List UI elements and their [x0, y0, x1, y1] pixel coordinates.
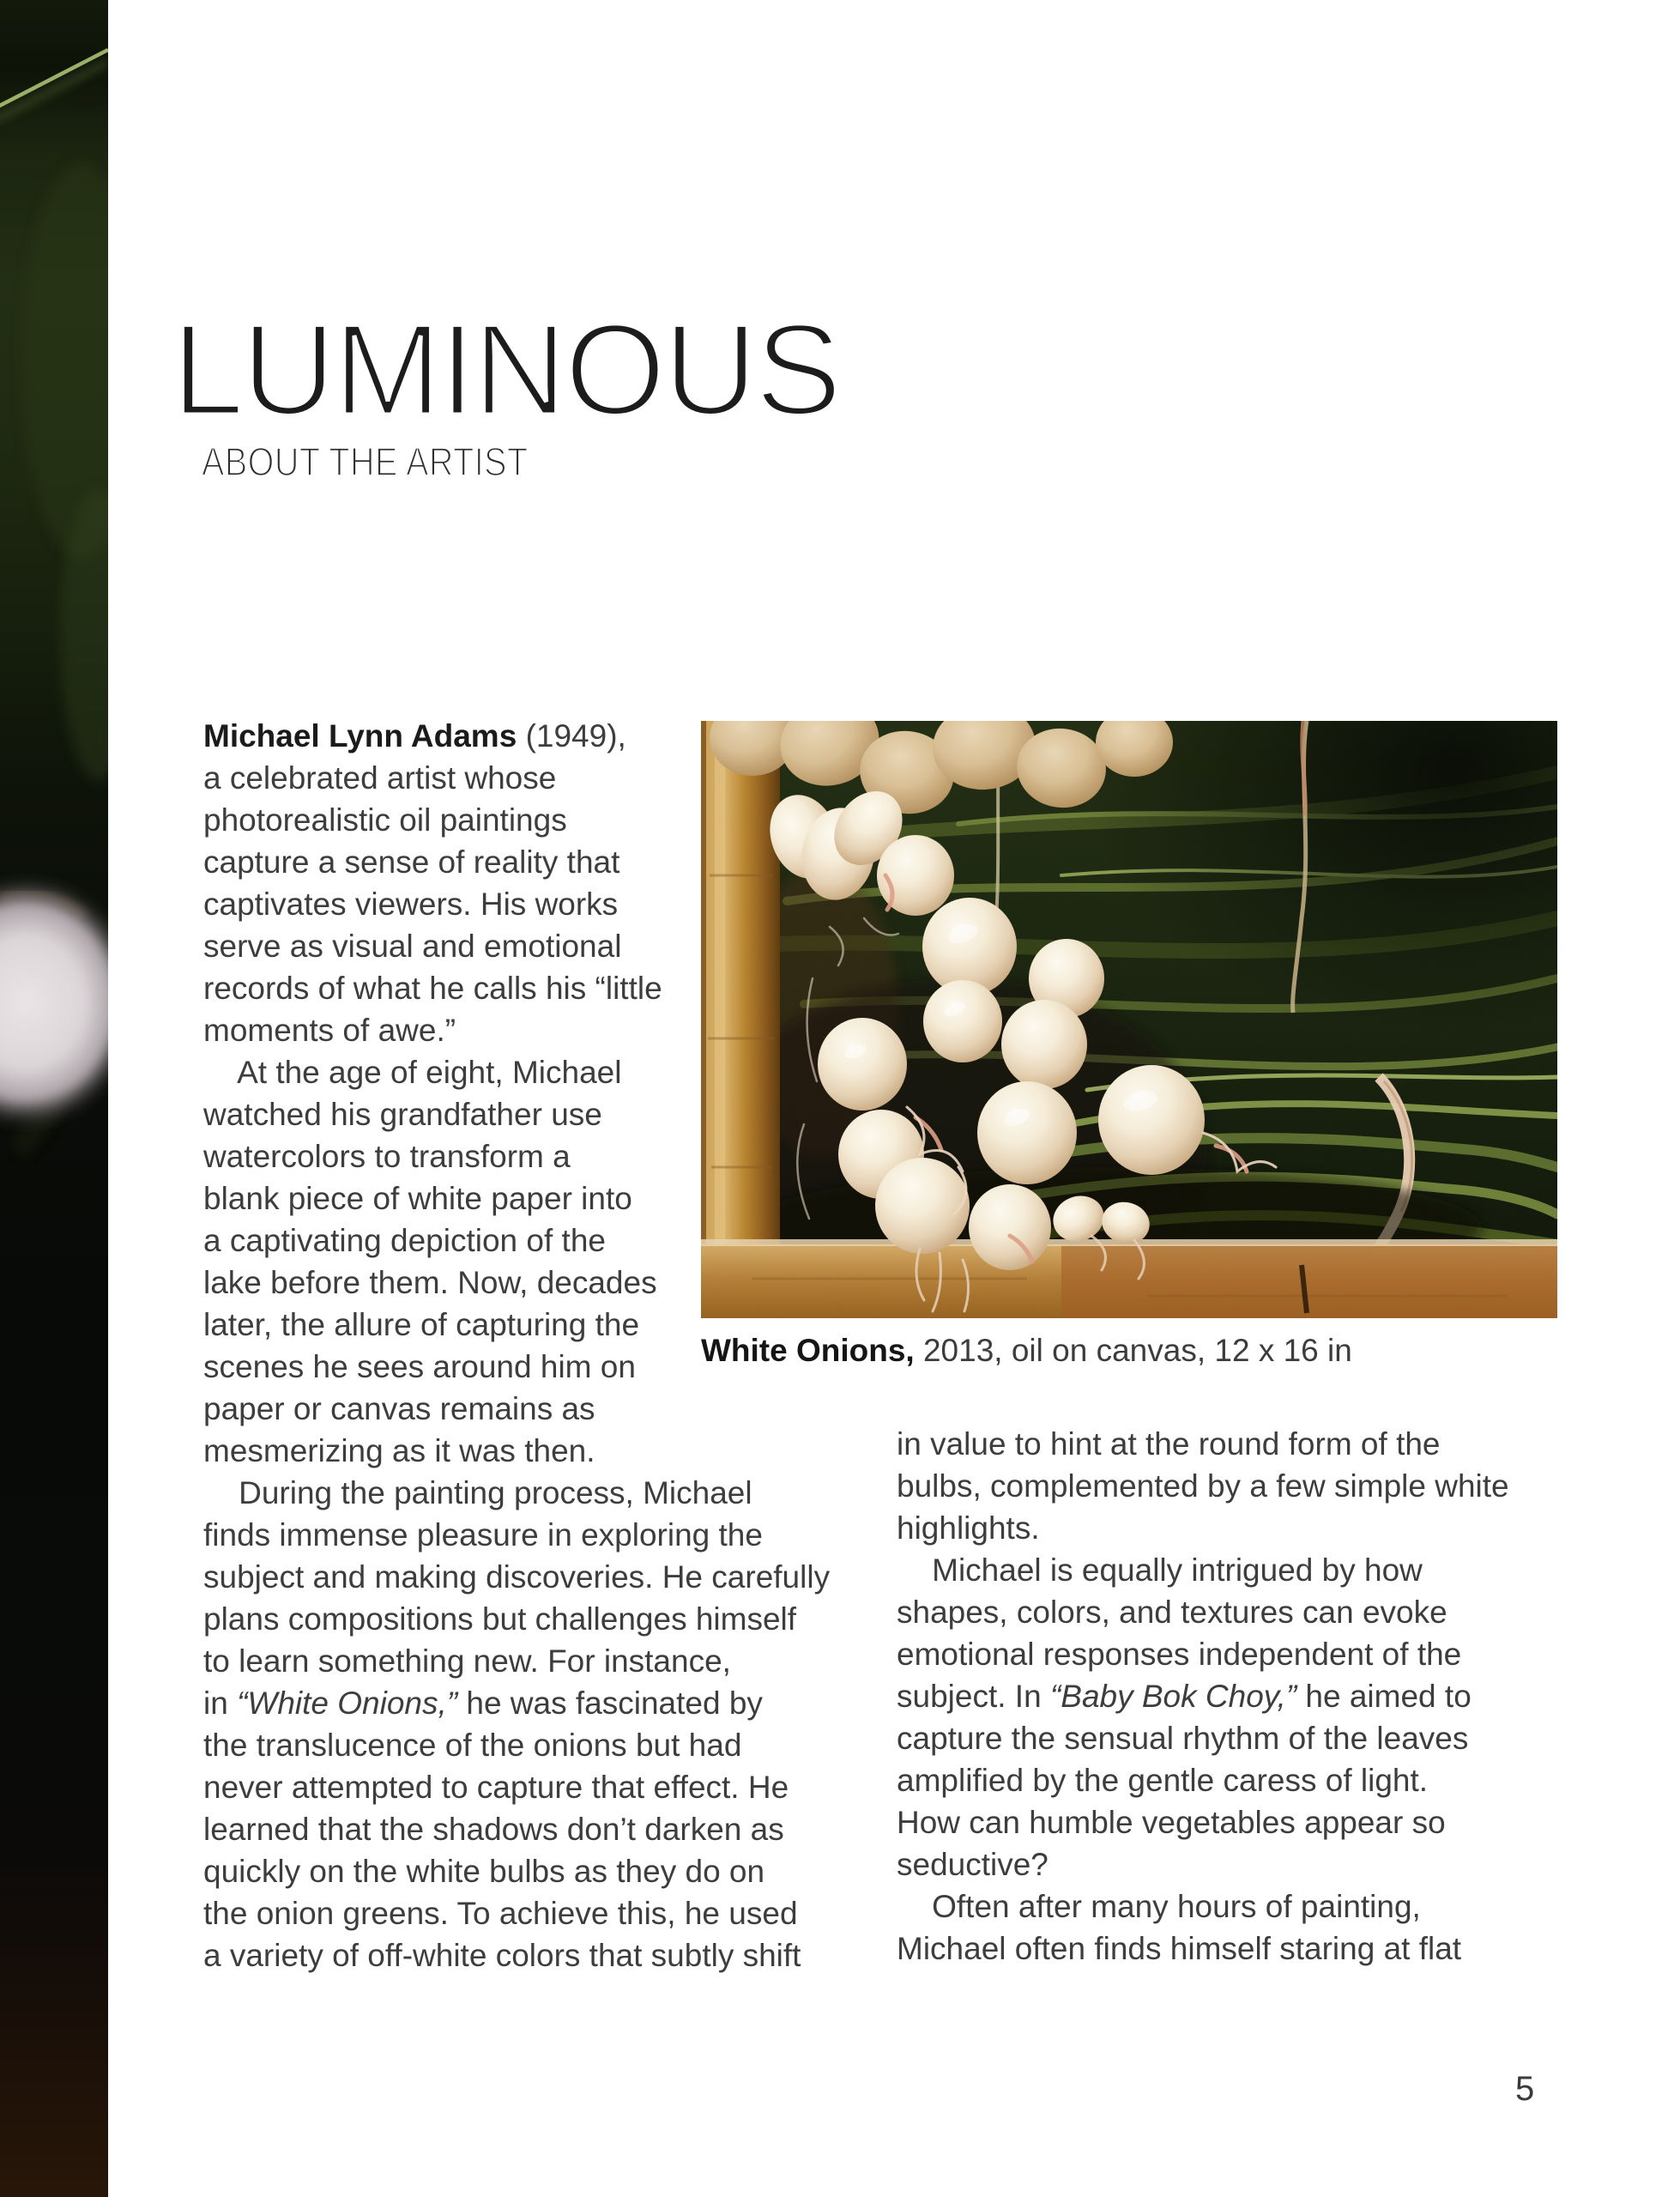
text-line: highlights.	[897, 1510, 1040, 1546]
text-line: seductive?	[897, 1847, 1048, 1882]
text-line: in “White Onions,” he was fascinated by	[203, 1686, 763, 1721]
text-line: paper or canvas remains as	[203, 1391, 595, 1426]
text-line: learned that the shadows don’t darken as	[203, 1812, 784, 1847]
page-number: 5	[1515, 2070, 1535, 2108]
text-line: the onion greens. To achieve this, he used	[203, 1896, 798, 1931]
text-line: Michael Lynn Adams (1949),	[203, 718, 626, 754]
page-subtitle: ABOUT THE ARTIST	[202, 439, 529, 484]
text-line: watercolors to transform a	[203, 1139, 571, 1174]
text-line: a variety of off-white colors that subtly shift	[203, 1938, 801, 1973]
text-line: never attempted to capture that effect. He	[203, 1770, 789, 1805]
text-line: records of what he calls his “little	[203, 971, 662, 1006]
text-line: finds immense pleasure in exploring the	[203, 1517, 763, 1552]
text-line: subject and making discoveries. He carefully	[203, 1559, 831, 1595]
text-line: later, the allure of capturing the	[203, 1307, 640, 1342]
text-line: During the painting process, Michael	[203, 1475, 752, 1510]
text-line: photorealistic oil paintings	[203, 802, 567, 838]
text-line: bulbs, complemented by a few simple white	[897, 1468, 1509, 1504]
text-line: subject. In “Baby Bok Choy,” he aimed to	[897, 1679, 1472, 1714]
text-line: capture a sense of reality that	[203, 844, 620, 880]
strip-white-petal	[0, 874, 108, 1131]
text-line: shapes, colors, and textures can evoke	[897, 1595, 1447, 1630]
text-line: quickly on the white bulbs as they do on	[203, 1854, 765, 1889]
article-right-column	[897, 1423, 1509, 1970]
artwork-caption-title: White Onions,	[701, 1333, 915, 1368]
article-left-column	[203, 715, 830, 1976]
text-line: a celebrated artist whose	[203, 760, 557, 796]
text-line: blank piece of white paper into	[203, 1181, 632, 1216]
artwork-caption-details: 2013, oil on canvas, 12 x 16 in	[914, 1333, 1352, 1368]
text-line: At the age of eight, Michael	[203, 1055, 622, 1090]
text-line: lake before them. Now, decades	[203, 1265, 657, 1300]
text-line: moments of awe.”	[203, 1013, 456, 1048]
text-line: Often after many hours of painting,	[897, 1889, 1421, 1924]
text-line: amplified by the gentle caress of light.	[897, 1763, 1429, 1798]
page-title: LUMINOUS	[172, 297, 840, 443]
text-line: captivates viewers. His works	[203, 887, 619, 922]
text-line: to learn something new. For instance,	[203, 1643, 731, 1679]
text-line: watched his grandfather use	[203, 1097, 602, 1132]
text-line: in value to hint at the round form of the	[897, 1426, 1441, 1462]
text-line: Michael often finds himself staring at flat	[897, 1931, 1462, 1966]
text-line: the translucence of the onions but had	[203, 1728, 742, 1763]
text-line: How can humble vegetables appear so	[897, 1805, 1446, 1840]
text-line: emotional responses independent of the	[897, 1637, 1462, 1672]
left-edge-painting-strip	[0, 0, 108, 2197]
text-line: Michael is equally intrigued by how	[897, 1552, 1423, 1588]
text-line: capture the sensual rhythm of the leaves	[897, 1721, 1469, 1756]
text-line: mesmerizing as it was then.	[203, 1433, 595, 1468]
text-line: plans compositions but challenges himself	[203, 1601, 797, 1637]
text-line: serve as visual and emotional	[203, 929, 622, 964]
text-line: a captivating depiction of the	[203, 1223, 606, 1258]
text-line: scenes he sees around him on	[203, 1349, 636, 1384]
